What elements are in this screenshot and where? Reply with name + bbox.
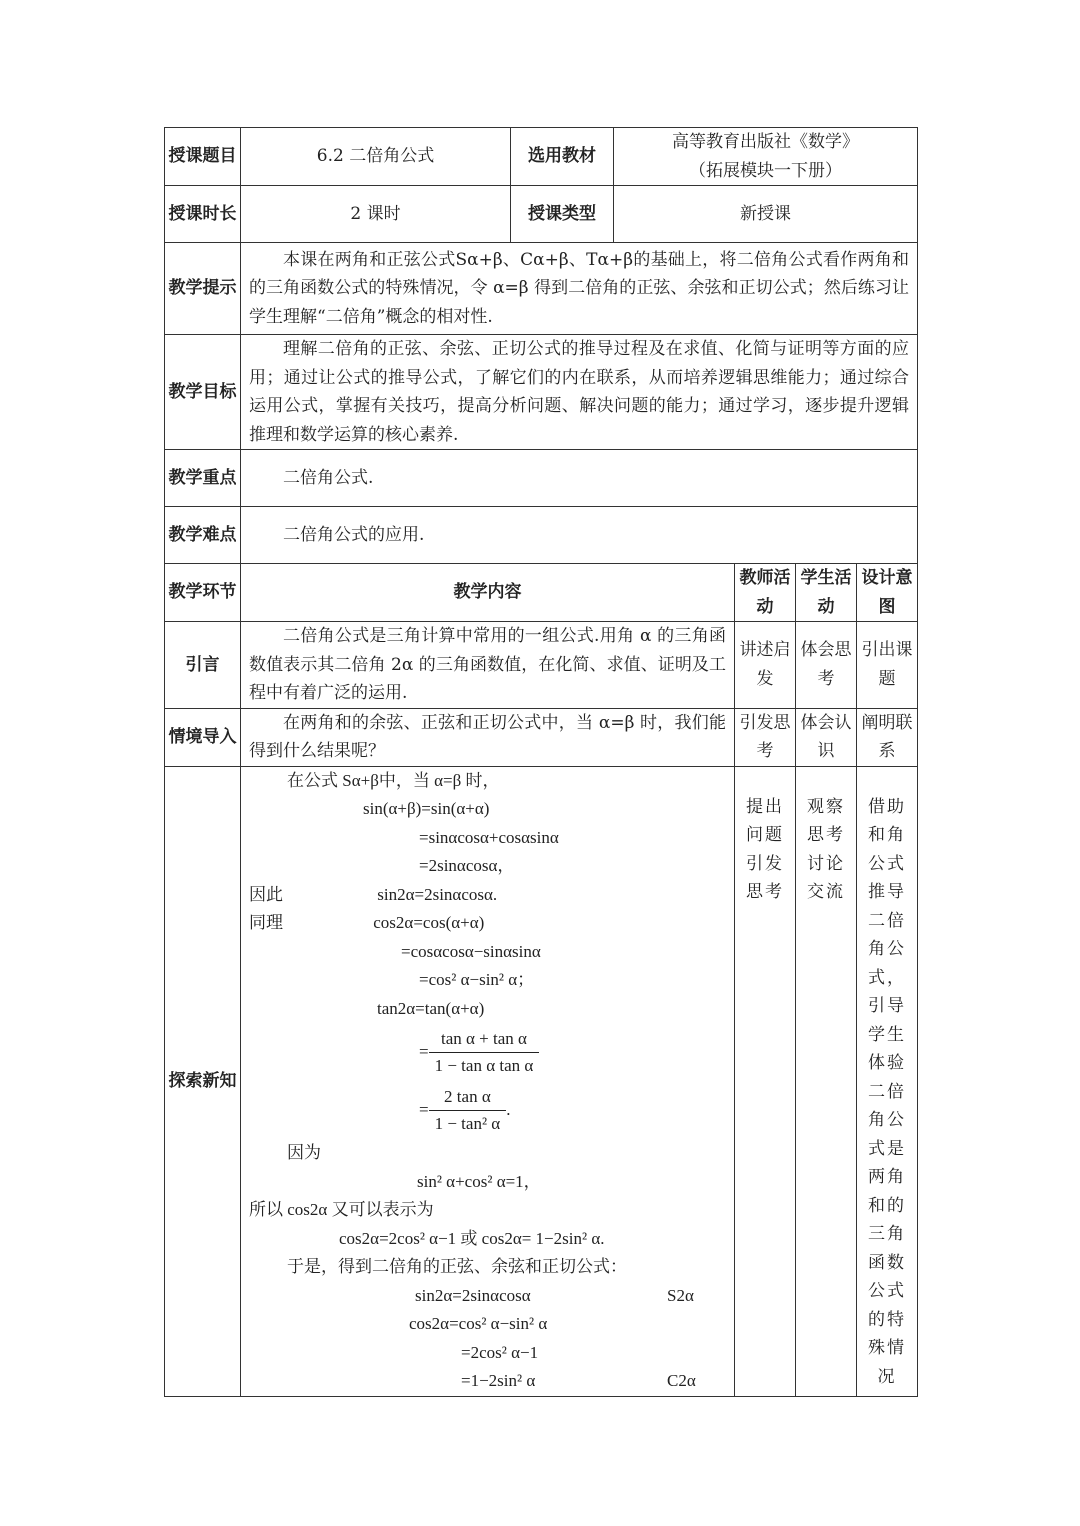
intro-label: 引言 (165, 622, 241, 709)
fraction-denominator: 1 − tan α tan α (434, 1055, 534, 1075)
duration-label: 授课时长 (165, 186, 241, 243)
duration-value: 2 课时 (241, 186, 511, 243)
explore-student-text: 观察思考讨论交流 (807, 796, 845, 902)
key-text: 二倍角公式. (241, 450, 918, 507)
derivation-line (249, 881, 726, 910)
textbook-line2: （拓展模块一下册） (689, 160, 842, 181)
difficulty-label: 教学难点 (165, 507, 241, 564)
formula-text: sin2α=2sinαcosα (415, 1285, 531, 1305)
derivation-line: =sinαcosα+cosαsinα (419, 827, 559, 847)
situation-teacher: 引发思考 (735, 708, 796, 766)
situation-student: 体会认识 (796, 708, 857, 766)
stage-header: 教学环节 (165, 564, 241, 622)
intro-text: 二倍角公式是三角计算中常用的一组公式.用角 α 的三角函数值表示其二倍角 2α 的三角函数值，在化简、求值、证明及工程中有着广泛的运用. (241, 622, 735, 709)
derivation-line: =cosαcosα−sinαsinα (401, 941, 541, 961)
goal-label: 教学目标 (165, 335, 241, 450)
explore-teacher-text: 提出问题引发思考 (746, 796, 784, 902)
formula-c2a-alt2 (249, 1367, 726, 1396)
textbook-label: 选用教材 (511, 128, 614, 186)
topic-label: 授课题目 (165, 128, 241, 186)
intro-student: 体会思考 (796, 622, 857, 709)
hint-text: 本课在两角和正弦公式Sα+β、Cα+β、Tα+β的基础上，将二倍角公式看作两角和的三角函数公式的特殊情况，令 α=β 得到二倍角的正弦、余弦和正切公式；然后练习让学生理解“二倍角”概念的相对性. (241, 243, 918, 335)
student-header: 学生活动 (796, 564, 857, 622)
formula-text: =1−2sin² α (461, 1371, 536, 1390)
derivation-line: cos2α=2cos² α−1 或 cos2α= 1−2sin² α. (339, 1228, 605, 1248)
fraction (429, 1026, 540, 1079)
derivation-line: 在公式 Sα+β中，当 α=β 时， (287, 770, 500, 790)
tan-fraction-1: = $\frac{\text{tan α + tan α}}{\text{1 − tan α tan α}}$ (249, 1023, 726, 1081)
situation-label: 情境导入 (165, 708, 241, 766)
formula-c2a-alt1: =2cos² α−1 (461, 1342, 539, 1362)
situation-intent: 阐明联系 (857, 708, 918, 766)
derivation-line: =cos² α−sin² α； (419, 970, 535, 989)
derivation-line: sin² α+cos² α=1， (417, 1171, 541, 1191)
textbook-value (614, 128, 918, 186)
content-header: 教学内容 (241, 564, 735, 622)
key-label: 教学重点 (165, 450, 241, 507)
difficulty-text: 二倍角公式的应用. (241, 507, 918, 564)
derivation-line: =2sinαcosα， (419, 856, 515, 875)
formula-s2a (249, 1282, 726, 1311)
derivation-line: 因为 (287, 1143, 321, 1162)
explore-content (241, 766, 735, 1396)
derivation-line (249, 909, 726, 938)
formula-c2a: cos2α=cos² α−sin² α (409, 1314, 548, 1333)
teacher-header: 教师活动 (735, 564, 796, 622)
topic-value: 6.2 二倍角公式 (241, 128, 511, 186)
explore-intent-text: 借助和角公式推导二倍角公式，引导学生体验二倍角公式是两角和的三角函数公式的特殊情况 (868, 796, 906, 1387)
fraction-numerator: 2 tan α (429, 1084, 507, 1111)
intro-intent: 引出课题 (857, 622, 918, 709)
intent-header: 设计意图 (857, 564, 918, 622)
explore-teacher (735, 766, 796, 1396)
explore-label: 探索新知 (165, 766, 241, 1396)
goal-text: 理解二倍角的正弦、余弦、正切公式的推导过程及在求值、化简与证明等方面的应用；通过让公式的推导公式，了解它们的内在联系，从而培养逻辑思维能力；通过综合运用公式，掌握有关技巧，提高分析问题、解决问题的能力；通过学习，逐步提升逻辑推理和数学运算的核心素养. (241, 335, 918, 450)
type-value: 新授课 (614, 186, 918, 243)
explore-intent (857, 766, 918, 1396)
lesson-plan-table (164, 127, 918, 1397)
cos2a-expand: cos2α=cos(α+α) (373, 913, 485, 932)
formula-tag: S2α (667, 1285, 694, 1305)
textbook-line1: 高等教育出版社《数学》 (672, 132, 859, 152)
similarly-label: 同理 (249, 913, 283, 932)
derivation-line: tan2α=tan(α+α) (377, 998, 485, 1018)
type-label: 授课类型 (511, 186, 614, 243)
derivation-line: sin(α+β)=sin(α+α) (363, 799, 490, 818)
situation-text: 在两角和的余弦、正弦和正切公式中，当 α=β 时，我们能得到什么结果呢？ (241, 708, 735, 766)
derivation-line: 于是，得到二倍角的正弦、余弦和正切公式： (287, 1257, 627, 1276)
fraction-denominator: 1 − tan² α (434, 1113, 501, 1133)
intro-teacher: 讲述启发 (735, 622, 796, 709)
fraction (429, 1084, 507, 1137)
fraction-numerator: tan α + tan α (429, 1026, 540, 1053)
therefore-label: 因此 (249, 884, 283, 904)
explore-student (796, 766, 857, 1396)
tan-fraction-2: = $\frac{\text{2 tan α}}{\text{1 − tan² α}}$ . (249, 1081, 726, 1139)
derivation (249, 767, 726, 1396)
formula-tag: C2α (667, 1371, 696, 1390)
sin2a-result: sin2α=2sinαcosα. (377, 884, 498, 904)
hint-label: 教学提示 (165, 243, 241, 335)
derivation-line: 所以 cos2α 又可以表示为 (249, 1200, 434, 1219)
